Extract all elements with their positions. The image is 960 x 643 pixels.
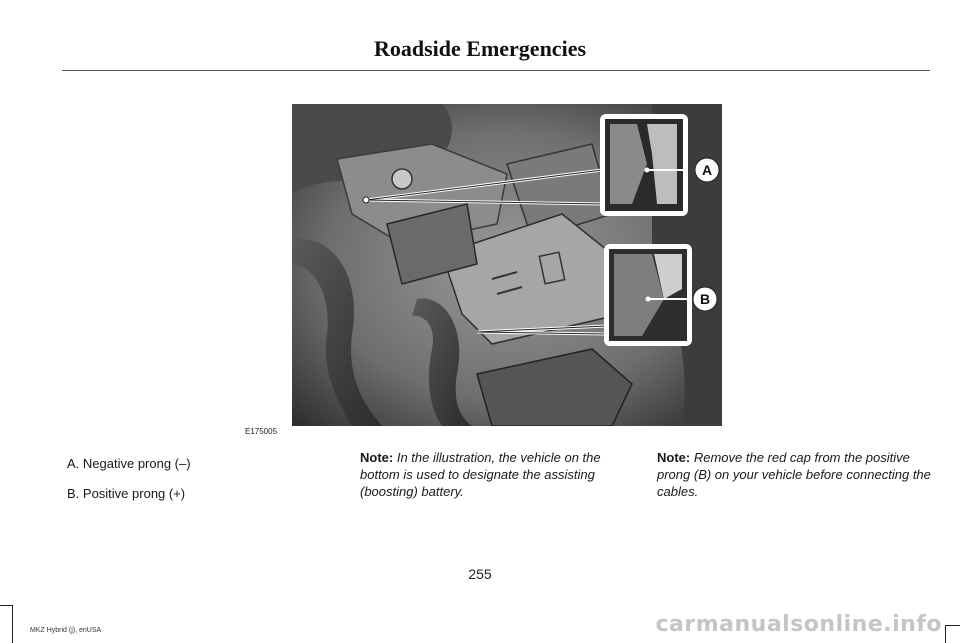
callout-b-label: B <box>699 291 711 307</box>
note-red-cap <box>657 449 937 500</box>
inset-b-dot <box>646 297 651 302</box>
crop-mark-right-horizontal <box>946 625 960 626</box>
page-number: 255 <box>468 566 492 582</box>
inset-a-dot <box>645 168 650 173</box>
note-label: Note: <box>657 450 691 465</box>
crop-mark-left-horizontal <box>0 605 13 606</box>
page-title: Roadside Emergencies <box>373 36 587 61</box>
callout-legend <box>67 456 191 516</box>
document-id: MKZ Hybrid (j), enUSA <box>30 627 102 634</box>
note-label: Note: <box>360 450 394 465</box>
crop-mark-right-vertical <box>945 625 946 643</box>
header-rule <box>62 70 930 71</box>
site-watermark: carmanualsonline.info <box>655 612 942 637</box>
prong-a-marker <box>363 197 369 203</box>
note-text: In the illustration, the vehicle on the bottom is used to designate the assisting (boosting) battery. <box>360 450 601 499</box>
mounting-bolt <box>392 169 412 189</box>
callout-a-label: A <box>701 162 713 178</box>
note-illustration <box>360 449 622 500</box>
legend-item-a: A. Negative prong (–) <box>67 456 191 471</box>
legend-item-b: B. Positive prong (+) <box>67 486 186 501</box>
crop-mark-left-vertical <box>12 605 13 643</box>
engine-bay-drawing <box>292 104 722 426</box>
engine-illustration <box>292 104 722 426</box>
figure-code: E175005 <box>245 427 278 436</box>
note-text: Remove the red cap from the positive prong (B) on your vehicle before connecting the cables. <box>657 450 931 499</box>
